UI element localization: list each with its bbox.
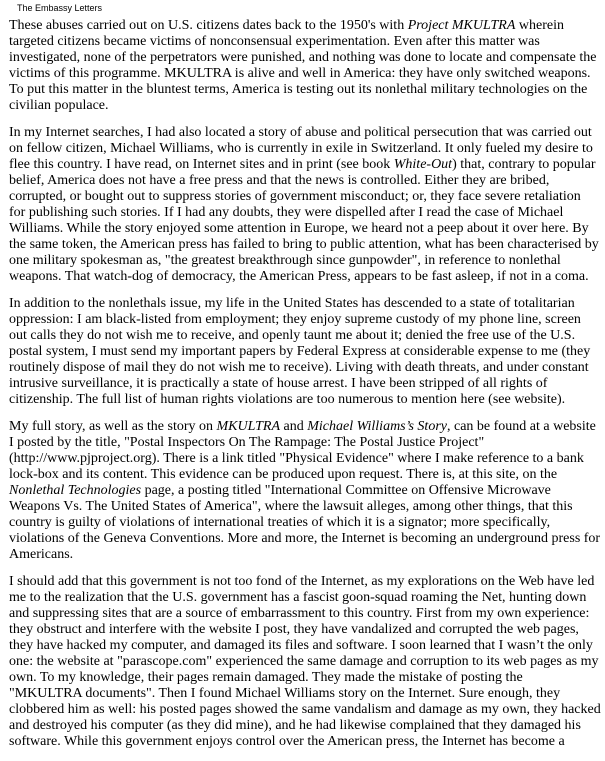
- text-run: and: [280, 419, 308, 434]
- running-header: The Embassy Letters: [17, 3, 103, 13]
- text-line: [9, 622, 601, 638]
- text-run: Williams. While the story enjoyed some attention in Europe, we heard not a peep about it over here. By: [9, 221, 589, 236]
- text-run: software. While this government enjoys control over the American press, the Internet has become a: [9, 734, 565, 749]
- text-run: page, a posting titled "International Committee on Offensive Microwave: [141, 483, 551, 498]
- text-line: [9, 654, 601, 670]
- text-run: wherein: [515, 18, 564, 33]
- text-line: [9, 66, 601, 82]
- text-line: [9, 590, 601, 606]
- text-line: [9, 499, 601, 515]
- paragraph: [9, 419, 601, 563]
- italic-title: Michael Williams’s Story: [307, 419, 447, 434]
- text-run: I posted by the title, "Postal Inspectors On The Rampage: The Postal Justice Project": [9, 435, 485, 450]
- text-run: My full story, as well as the story on: [9, 419, 217, 434]
- text-line: [9, 419, 601, 435]
- text-line: [9, 360, 601, 376]
- italic-title: White-Out: [393, 157, 453, 172]
- text-line: [9, 734, 601, 750]
- text-line: [9, 344, 601, 360]
- text-line: [9, 467, 601, 483]
- text-line: [9, 50, 601, 66]
- text-line: [9, 173, 601, 189]
- italic-title: Project MKULTRA: [407, 18, 516, 33]
- text-run: civilian populace.: [9, 98, 109, 113]
- text-line: [9, 718, 601, 734]
- text-line: [9, 141, 601, 157]
- text-run: "MKULTRA documents". Then I found Michael Williams story on the Internet. Sure enough, they: [9, 686, 561, 701]
- text-run: routinely dispose of mail they do not wish me to receive). Living with death threats, and under constant: [9, 360, 589, 375]
- text-line: [9, 157, 601, 173]
- text-run: ) that, contrary to popular: [452, 157, 596, 172]
- text-line: [9, 574, 601, 590]
- text-line: [9, 189, 601, 205]
- text-run: oppression: I am black-listed from employment; they enjoy supreme custody of my phone line, screen: [9, 312, 581, 327]
- text-run: , can be found at a website: [446, 419, 596, 434]
- paragraph: [9, 574, 601, 750]
- text-line: [9, 98, 601, 114]
- text-run: weapons. That watch-dog of democracy, the American Press, appears to be fast asleep, if not in a coma.: [9, 269, 589, 284]
- text-line: [9, 686, 601, 702]
- text-run: me to the realization that the U.S. government has a fascist goon-squad roaming the Net, hunting down: [9, 590, 587, 605]
- text-run: violations of the Geneva Conventions. More and more, the Internet is becoming an underground press for: [9, 531, 601, 546]
- text-line: [9, 205, 601, 221]
- text-run: These abuses carried out on U.S. citizens dates back to the 1950's with: [9, 18, 408, 33]
- text-run: Americans.: [9, 547, 74, 562]
- text-run: belief, America does not have a free press and that the news is controlled. Either they are bribed,: [9, 173, 550, 188]
- text-line: [9, 296, 601, 312]
- text-line: [9, 125, 601, 141]
- text-line: [9, 392, 601, 408]
- text-run: they obstruct and interfere with the website I post, they have vandalized and corrupted the web pages,: [9, 622, 579, 637]
- text-line: [9, 18, 601, 34]
- text-run: on fellow citizen, Michael Williams, who is currently in exile in Switzerland. It only fueled my desire to: [9, 141, 593, 156]
- text-run: targeted citizens became victims of nonconsensual experimentation. Even after this matter was: [9, 34, 540, 49]
- text-run: country is guilty of violations of international treaties of which it is a signator; more specifically,: [9, 515, 551, 530]
- italic-title: MKULTRA: [216, 419, 281, 434]
- text-line: [9, 328, 601, 344]
- text-run: out calls they do not wish me to receive, and openly taunt me about it; denied the free use of the U.S.: [9, 328, 576, 343]
- text-run: intrusive surveillance, it is practically a state of house arrest. I have been stripped of all rights of: [9, 376, 548, 391]
- text-line: [9, 547, 601, 563]
- text-run: the same token, the American press has failed to bring to public attention, what has been characterised by: [9, 237, 599, 252]
- text-line: [9, 451, 601, 467]
- text-run: (http://www.pjproject.org). There is a link titled "Physical Evidence" where I make reference to a bank: [9, 451, 584, 466]
- text-run: victims of this programme. MKULTRA is alive and well in America: they have only switched weapons.: [9, 66, 591, 81]
- text-line: [9, 435, 601, 451]
- text-line: [9, 702, 601, 718]
- text-line: [9, 606, 601, 622]
- italic-title: Nonlethal Technologies: [9, 483, 142, 498]
- text-line: [9, 638, 601, 654]
- text-line: [9, 253, 601, 269]
- paragraph: [9, 125, 601, 285]
- text-run: one military spokesman as, "the greatest breakthrough since gunpowder", in reference to nonlethal: [9, 253, 561, 268]
- text-run: I should add that this government is not too fond of the Internet, as my explorations on the Web have led: [9, 574, 595, 589]
- text-run: and destroyed his computer (as they did mine), and he had likewise complained that they damaged his: [9, 718, 581, 733]
- text-line: [9, 237, 601, 253]
- text-line: [9, 531, 601, 547]
- text-line: [9, 82, 601, 98]
- text-line: [9, 483, 601, 499]
- text-run: they have hacked my computer, and damaged its files and software. I soon learned that I wasn’t the only: [9, 638, 593, 653]
- paragraph: [9, 296, 601, 408]
- text-run: postal system, I must send my important papers by Federal Express at considerable expense to me (they: [9, 344, 591, 359]
- text-run: clobbered him as well: his posted pages showed the same vandalism and damage as my own, they hacked: [9, 702, 601, 717]
- text-run: own. To my knowledge, their pages remain damaged. They made the mistake of posting the: [9, 670, 523, 685]
- text-run: lock-box and its content. This evidence can be produced upon request. There is, at this site, on the: [9, 467, 558, 482]
- text-line: [9, 670, 601, 686]
- text-run: investigated, none of the perpetrators were punished, and nothing was done to locate and compensate the: [9, 50, 597, 65]
- text-run: citizenship. The full list of human rights violations are too numerous to mention here (see website).: [9, 392, 566, 407]
- text-line: [9, 515, 601, 531]
- text-run: Weapons Vs. The United States of America", where the lawsuit alleges, among other things, that this: [9, 499, 573, 514]
- text-line: [9, 269, 601, 285]
- letter-body: [9, 18, 601, 761]
- paragraph: [9, 18, 601, 114]
- text-run: To put this matter in the bluntest terms, America is testing out its nonlethal military technologies on the: [9, 82, 588, 97]
- text-run: flee this country. I have read, on Internet sites and in print (see book: [9, 157, 394, 172]
- text-line: [9, 376, 601, 392]
- text-run: and suppressing sites that are a source of embarrassment to this country. First from my own experience:: [9, 606, 590, 621]
- text-run: In my Internet searches, I had also located a story of abuse and political persecution that was carried out: [9, 125, 592, 140]
- text-run: one: the website at "parascope.com" experienced the same damage and corruption to its web pages as my: [9, 654, 599, 669]
- text-line: [9, 34, 601, 50]
- text-run: corrupted, or bought out to suppress stories of government misconduct; or, they face severe retaliation: [9, 189, 581, 204]
- text-run: In addition to the nonlethals issue, my life in the United States has descended to a state of totalitarian: [9, 296, 575, 311]
- text-run: for publishing such stories. If I had any doubts, they were dispelled after I read the case of Michael: [9, 205, 564, 220]
- text-line: [9, 312, 601, 328]
- text-line: [9, 221, 601, 237]
